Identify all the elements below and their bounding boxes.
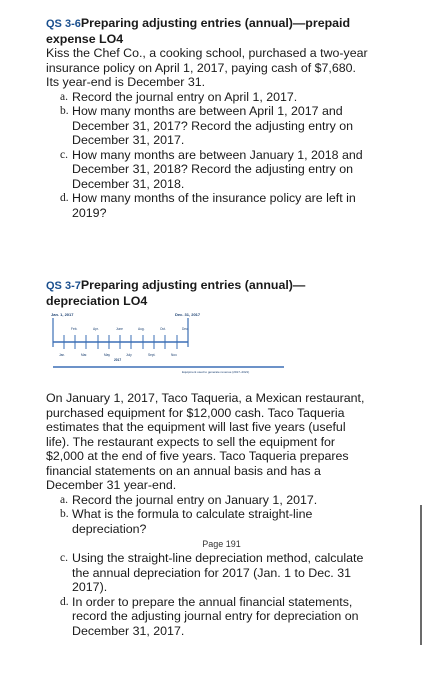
part-text: Using the straight-line depreciation method, calculate the annual depreciation for 2017 (Jan. 1 to Dec. 31 2017). xyxy=(72,551,364,594)
question-parts xyxy=(46,493,371,537)
question-part-c xyxy=(46,148,371,192)
question-heading xyxy=(46,16,371,46)
part-marker: d. xyxy=(60,595,69,608)
month-label: June xyxy=(116,327,123,331)
question-qs-3-6 xyxy=(46,16,371,220)
question-part-a xyxy=(46,493,371,508)
month-label: Mar. xyxy=(81,353,88,357)
timeline-caption: Equipment used to generate revenue (2017–2021) xyxy=(182,370,250,374)
question-part-a xyxy=(46,90,371,105)
part-marker: a. xyxy=(60,493,68,506)
timeline-figure xyxy=(47,313,297,379)
part-text: How many months of the insurance policy are left in 2019? xyxy=(72,191,356,220)
timeline-end-label: Dec. 31, 2017 xyxy=(175,313,201,317)
month-label: Oct. xyxy=(160,327,166,331)
timeline-start-label: Jan. 1, 2017 xyxy=(51,313,74,317)
question-part-b xyxy=(46,104,371,148)
month-label: Sept. xyxy=(148,353,156,357)
part-marker: c. xyxy=(60,552,68,564)
timeline-bottom-months xyxy=(59,353,177,357)
month-label: Nov. xyxy=(171,353,178,357)
question-qs-3-7-body xyxy=(46,391,371,638)
part-text: How many months are between January 1, 2018 and December 31, 2018? Record the adjusting entry on December 31, 2018. xyxy=(72,147,363,191)
part-marker: b. xyxy=(60,508,69,520)
month-label: July xyxy=(126,353,132,357)
question-body: On January 1, 2017, Taco Taqueria, a Mexican restaurant, purchased equipment for $12,000 cash. Taco Taqueria estimates that the equipment will last five years (useful life). The restaurant expects to sell the equipment for $2,000 at the end of five years. Taco Taqueria prepares financial statements on an annual basis and has a December 31 year-end. xyxy=(46,391,365,492)
question-body: Kiss the Chef Co., a cooking school, purchased a two-year insurance policy on April 1, 2017, paying cash of $7,680. Its year-end is December 31. xyxy=(46,46,368,89)
month-label: Aug. xyxy=(138,327,145,331)
question-part-d xyxy=(46,595,371,639)
scrollbar-track[interactable] xyxy=(420,505,422,645)
question-parts-continued xyxy=(46,551,371,638)
learning-objective: LO4 xyxy=(99,31,124,46)
question-title: Preparing adjusting entries (annual)—depreciation xyxy=(46,278,306,308)
question-part-c xyxy=(46,551,371,595)
question-part-d xyxy=(46,191,371,220)
part-text: Record the journal entry on January 1, 2017. xyxy=(72,492,318,507)
timeline-year-label: 2017 xyxy=(114,358,122,362)
part-marker: a. xyxy=(60,90,68,103)
question-code: QS 3-7 xyxy=(46,280,81,292)
part-marker: d. xyxy=(60,192,69,204)
part-marker: c. xyxy=(60,148,68,161)
question-qs-3-7-heading xyxy=(46,278,371,308)
part-text: Record the journal entry on April 1, 2017. xyxy=(72,89,298,104)
page-number: Page 191 xyxy=(202,539,241,549)
month-label: Dec. xyxy=(182,327,189,331)
question-heading xyxy=(46,278,371,308)
month-label: May xyxy=(104,353,111,357)
part-text: In order to prepare the annual financial statements, record the adjusting journal entry for depreciation on December 31, 2017. xyxy=(72,594,359,638)
part-text: What is the formula to calculate straight-line depreciation? xyxy=(72,507,313,536)
timeline-top-months xyxy=(71,327,189,331)
learning-objective: LO4 xyxy=(123,293,148,308)
question-code: QS 3-6 xyxy=(46,18,81,30)
month-label: Jan. xyxy=(59,353,66,357)
question-parts xyxy=(46,90,371,221)
part-marker: b. xyxy=(60,105,69,117)
part-text: How many months are between April 1, 2017 and December 31, 2017? Record the adjusting entry on December 31, 2017. xyxy=(72,104,354,147)
month-label: Feb. xyxy=(71,327,78,331)
question-title: Preparing adjusting entries (annual)—prepaid expense xyxy=(46,16,351,46)
month-label: Apr. xyxy=(93,327,99,331)
question-part-b xyxy=(46,507,371,536)
